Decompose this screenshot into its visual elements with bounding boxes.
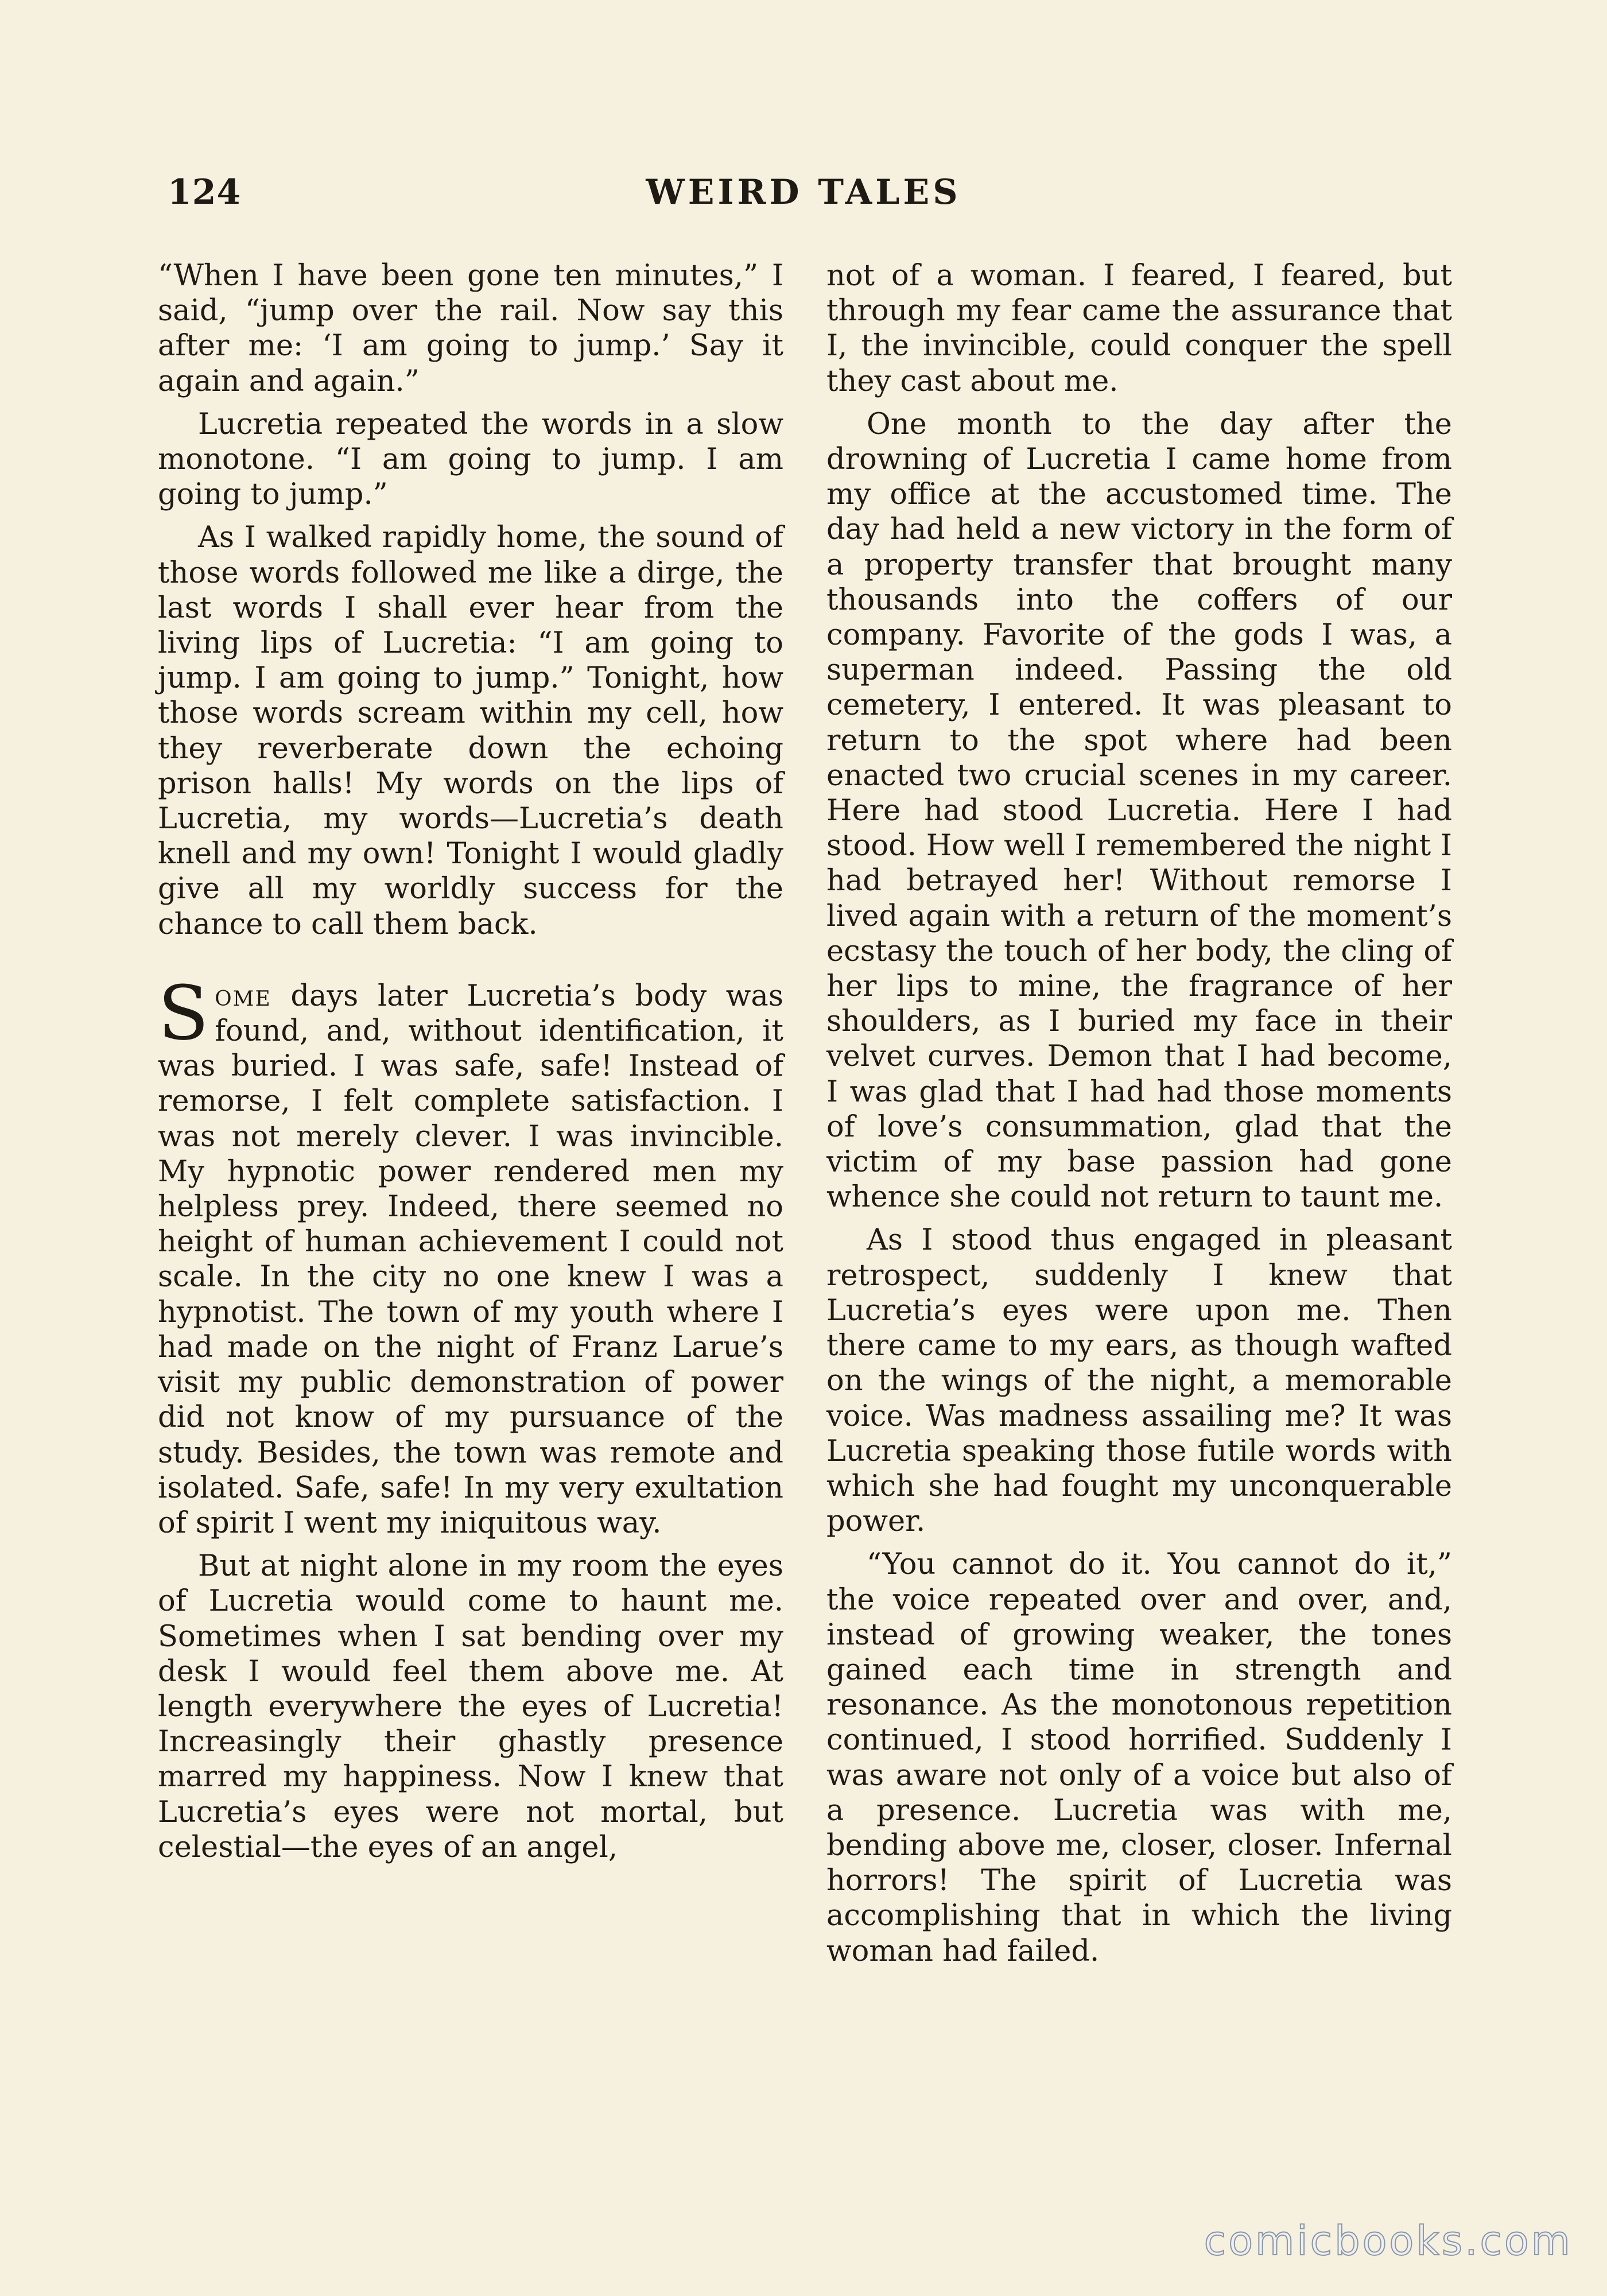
small-caps-word: ome (215, 979, 271, 1013)
drop-cap: S (158, 969, 209, 1057)
paragraph: “You cannot do it. You cannot do it,” the voice repeated over and over, and, instead of growing weaker, the tones gained each time in strength and resonance. As the monotonous repetition continued, I stood horrified. Suddenly I was aware not only of a voice but also of a presence. Lucretia was with me, bending above me, closer, closer. Infernal horrors! The spirit of Lucretia was accomplishing that in which the living woman had failed. (826, 1548, 1452, 1968)
paragraph-text: days later Lucretia’s body was found, and, without identification, it was buried. I was safe, safe! Instead of remorse, I felt complete satisfaction. I was not merely clever. I was invincible. My hypnotic power rendered men my helpless prey. Indeed, there seemed no height of human achievement I could not scale. In the city no one knew I was a hypnotist. The town of my youth where I had made on the night of Franz Larue’s visit my public demonstration of power did not know of my pursuance of the study. Besides, the town was remote and isolated. Safe, safe! In my very exultation of spirit I went my iniquitous way. (158, 979, 783, 1540)
paragraph: “When I have been gone ten minutes,” I said, “jump over the rail. Now say this after me: ‘I am going to jump.’ Say it again and again.” (158, 259, 783, 398)
paragraph: Lucretia repeated the words in a slow monotone. “I am going to jump. I am going to jump.” (158, 407, 783, 512)
running-head: WEIRD TALES (646, 172, 961, 212)
right-column (826, 258, 1452, 1969)
left-column (158, 258, 783, 1865)
paragraph: One month to the day after the drowning of Lucretia I came home from my office at the accustomed time. The day had held a new victory in the form of a property transfer that brought many thousands into the coffers of our company. Favorite of the gods I was, a superman indeed. Passing the old cemetery, I entered. It was pleasant to return to the spot where had been enacted two crucial scenes in my career. Here had stood Lucretia. Here I had stood. How well I remembered the night I had betrayed her! Without remorse I lived again with a return of the moment’s ecstasy the touch of her body, the cling of her lips to mine, the fragrance of her shoulders, as I buried my face in their velvet curves. Demon that I had become, I was glad that I had had those moments of love’s consummation, glad that the victim of my base passion had gone whence she could not return to taunt me. (826, 407, 1452, 1215)
paragraph: not of a woman. I feared, I feared, but through my fear came the assurance that I, the invincible, could conquer the spell they cast about me. (826, 259, 1452, 398)
paragraph: But at night alone in my room the eyes of Lucretia would come to haunt me. Sometimes when I sat bending over my desk I would feel them above me. At length everywhere the eyes of Lucretia! Increasingly their ghastly presence marred my happiness. Now I knew that Lucretia’s eyes were not mortal, but celestial—the eyes of an angel, (158, 1549, 783, 1864)
section-opening-paragraph (158, 969, 783, 1541)
paragraph: As I stood thus engaged in pleasant retrospect, suddenly I knew that Lucretia’s eyes were upon me. Then there came to my ears, as though wafted on the wings of the night, a memorable voice. Was madness assailing me? It was Lucretia speaking those futile words with which she had fought my unconquerable power. (826, 1223, 1452, 1539)
watermark-logo: comicbooks.com (1204, 2217, 1573, 2264)
paragraph: As I walked rapidly home, the sound of those words followed me like a dirge, the last words I shall ever hear from the living lips of Lucretia: “I am going to jump. I am going to jump.” Tonight, how those words scream within my cell, how they reverberate down the echoing prison halls! My words on the lips of Lucretia, my words—Lucretia’s death knell and my own! Tonight I would gladly give all my worldly success for the chance to call them back. (158, 521, 783, 941)
page-number: 124 (168, 172, 242, 212)
